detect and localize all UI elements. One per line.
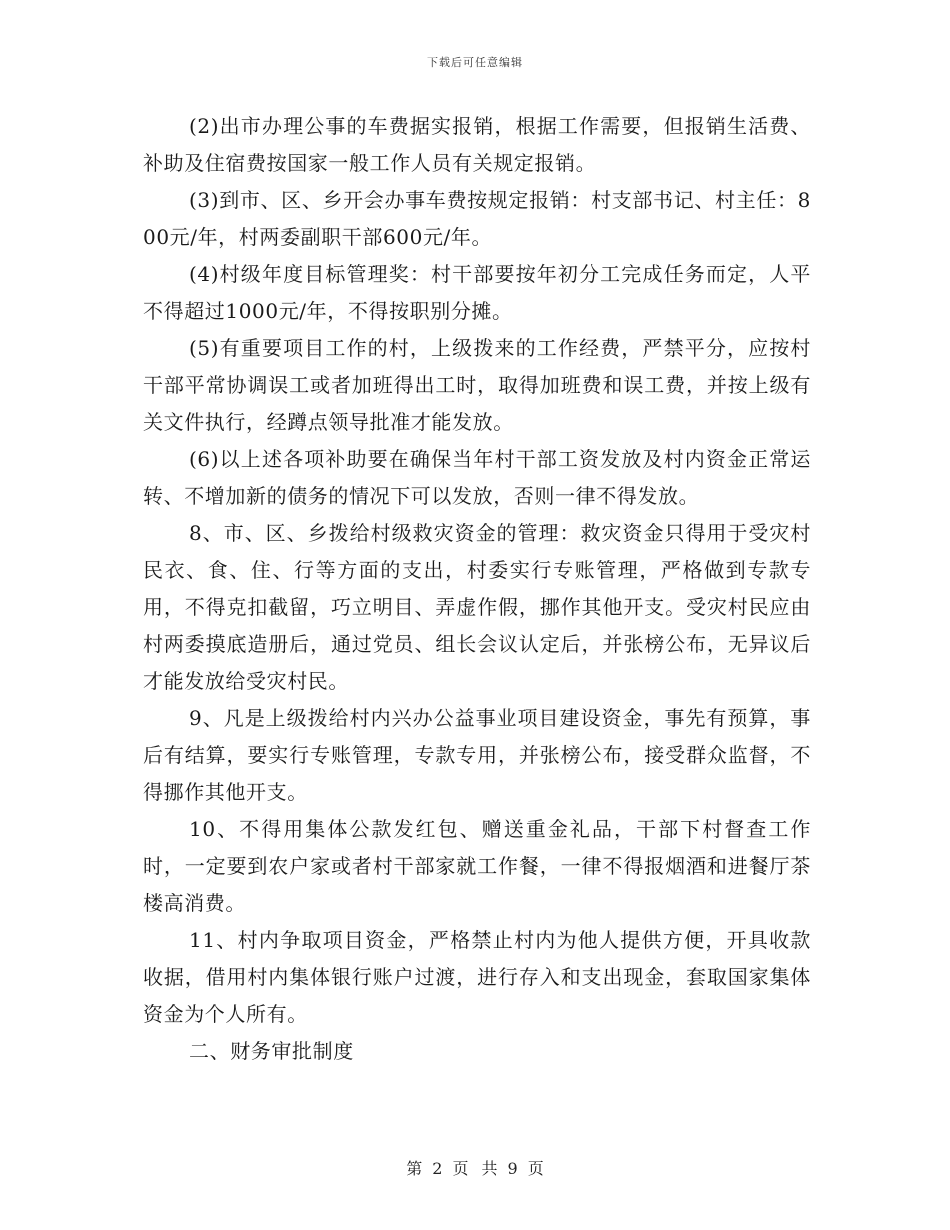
page-suffix: 页: [527, 1159, 544, 1178]
page-prefix: 第: [406, 1159, 423, 1178]
paragraph-5: (5)有重要项目工作的村，上级拨来的工作经费，严禁平分，应按村干部平常协调误工或者加班得出工时，取得加班费和误工费，并按上级有关文件执行，经蹲点领导批准才能发放。: [143, 336, 811, 434]
paragraph-item-10: 10、不得用集体公款发红包、赠送重金礼品，干部下村督查工作时，一定要到农户家或者村干部家就工作餐，一律不得报烟酒和进餐厅茶楼高消费。: [143, 817, 811, 915]
total-pages-number: 9: [507, 1159, 518, 1178]
paragraph-item-11: 11、村内争取项目资金，严格禁止村内为他人提供方便，开具收款收据，借用村内集体银行账户过渡，进行存入和支出现金，套取国家集体资金为个人所有。: [143, 928, 811, 1026]
paragraph-item-9: 9、凡是上级拨给村内兴办公益事业项目建设资金，事先有预算，事后有结算，要实行专账管理，专款专用，并张榜公布，接受群众监督，不得挪作其他开支。: [143, 706, 811, 804]
paragraph-item-8: 8、市、区、乡拨给村级救灾资金的管理：救灾资金只得用于受灾村民衣、食、住、行等方面的支出，村委实行专账管理，严格做到专款专用，不得克扣截留，巧立明目、弄虚作假，挪作其他开支。受灾村民应由村两委摸底造册后，通过党员、组长会议认定后，并张榜公布，无异议后才能发放给受灾村民。: [143, 521, 811, 693]
paragraph-3: (3)到市、区、乡开会办事车费按规定报销：村支部书记、村主任：800元/年，村两委副职干部600元/年。: [143, 188, 811, 249]
header-note: 下载后可任意编辑: [427, 56, 523, 69]
document-body: [143, 108, 811, 1070]
paragraph-6: (6)以上述各项补助要在确保当年村干部工资发放及村内资金正常运转、不增加新的债务的情况下可以发放，否则一律不得发放。: [143, 447, 811, 508]
section-heading: 二、财务审批制度: [189, 1039, 354, 1063]
current-page-number: 2: [432, 1159, 443, 1178]
paragraph-4: (4)村级年度目标管理奖：村干部要按年初分工完成任务而定，人平不得超过1000元/年，不得按职别分摊。: [143, 262, 811, 323]
paragraph-2: (2)出市办理公事的车费据实报销，根据工作需要，但报销生活费、补助及住宿费按国家一般工作人员有关规定报销。: [143, 114, 811, 175]
page-middle-text: 页 共: [452, 1159, 498, 1178]
page-number: [0, 1156, 950, 1179]
